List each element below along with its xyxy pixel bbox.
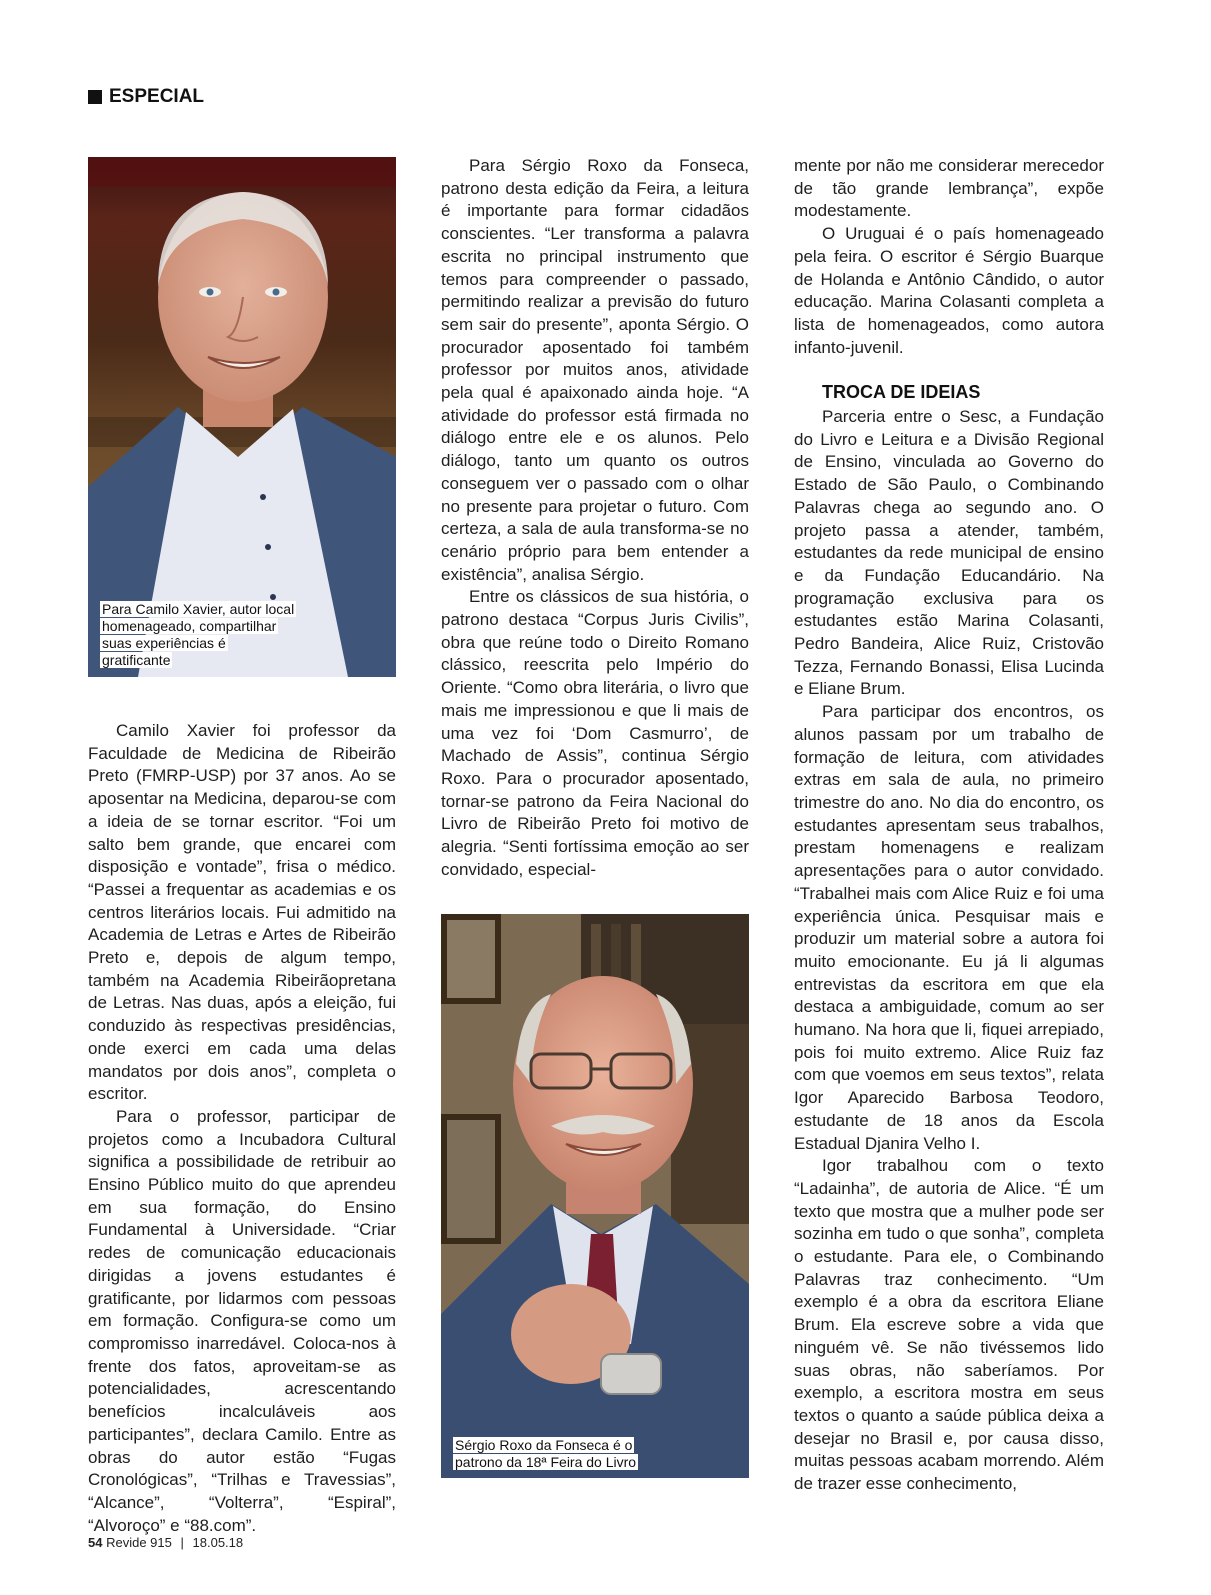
col1-paragraph: Camilo Xavier foi professor da Faculdade de Medicina de Ribeirão Preto (FMRP-USP) por 37 anos. Ao se aposentar na Medicina, deparou-se com a ideia de se tornar escritor. “Foi um salto bem grande, que encarei com disposição e vontade”, frisa o médico. “Passei a frequentar as academias e os centros literários locais. Fui admitido na Academia de Letras e Artes de Ribeirão Preto e, depois de algum tempo, também na Academia Ribeirãopretana de Letras. Nas duas, após a eleição, fui conduzido às respectivas presidências, onde exerci em cada uma delas mandatos por dois anos”, completa o escritor. [88,721,396,1104]
col1-paragraph: Para o professor, participar de projetos como a Incubadora Cultural significa a possibilidade de retribuir ao Ensino Público muito do que aprendeu em sua formação, do Ensino Fundamental à Universidade. “Criar redes de comunicação educacionais dirigidas a jovens estudantes é gratificante, por lidarmos com pessoas em formação. Configura-se como um compromisso inarredável. Coloca-nos à frente dos fatos, aproveitam-se as potencialidades, acrescentando benefícios incalculáveis aos participantes”, declara Camilo. Entre as obras do autor estão “Fugas Cronológicas”, “Trilhas e Travessias”, “Alcance”, “Volterra”, “Espiral”, “Alvoroço” e “88.com”. [88,1106,396,1535]
photo-sergio-roxo [441,914,749,1478]
portrait-sergio-image [441,914,749,1478]
footer-separator: | [180,1535,184,1550]
col3-paragraph: O Uruguai é o país homenageado pela feira. O escritor é Sérgio Buarque de Holanda e Antônio Cândido, o autor educação. Marina Colasanti completa a lista de homenageados, como autora infanto-juvenil. [794,224,1104,357]
col2-paragraph: Entre os clássicos de sua história, o patrono destaca “Corpus Juris Civilis”, obra que reúne todo o Direito Romano clássico, reescrita pelo Império do Oriente. “Como obra literária, o livro que mais me impressionou e que li mais de uma vez foi ‘Dom Casmurro’, de Machado de Assis”, continua Sérgio Roxo. Para o procurador aposentado, tornar-se patrono da Feira Nacional do Livro de Ribeirão Preto foi motivo de alegria. “Senti fortíssima emoção ao ser convidado, especial- [441,587,749,879]
caption-sergio [453,1437,663,1471]
col3-paragraph: Para participar dos encontros, os alunos passam por um trabalho de formação de leitura, com atividades extras em sala de aula, no primeiro trimestre do ano. No dia do encontro, os estudantes apresentam seus trabalhos, prestam homenagens e realizam apresentações para o autor convidado. “Trabalhei mais com Alice Ruiz e foi uma experiência única. Pesquisar mais e produzir um material sobre a autora foi muito emocionante. Eu já li algumas entrevistas da escritora em que ela destaca a ambiguidade, comum ao ser humano. Na hora que li, fiquei arrepiado, pois foi muito extremo. Alice Ruiz faz com que voemos em seus textos”, relata Igor Aparecido Barbosa Teodoro, estudante de 18 anos da Escola Estadual Djanira Velho I. [794,702,1104,1153]
col3-paragraph: mente por não me considerar merecedor de tão grande lembrança”, expõe modestamente. [794,156,1104,221]
photo-camilo-xavier [88,157,396,677]
page-number: 54 [88,1535,103,1550]
column-2 [441,155,749,882]
portrait-camilo-image [88,157,396,677]
issue-date: 18.05.18 [192,1535,244,1550]
col3-paragraph: Parceria entre o Sesc, a Fundação do Livro e Leitura e a Divisão Regional de Ensino, vinculada ao Governo do Estado de São Paulo, o Combinando Palavras chega ao segundo ano. O projeto passa a atender, também, estudantes da rede municipal de ensino e da Fundação Educandário. Na programação exclusiva para os estudantes estão Marina Colasanti, Pedro Bandeira, Alice Ruiz, Cristovão Tezza, Fernando Bonassi, Elisa Lucinda e Eliane Brum. [794,407,1104,699]
column-1 [88,720,396,1537]
col2-paragraph: Para Sérgio Roxo da Fonseca, patrono desta edição da Feira, a leitura é importante para formar cidadãos conscientes. “Ler transforma a palavra escrita no principal instrumento que temos para compreender o passado, permitindo realizar a previsão do futuro sem sair do presente”, aponta Sérgio. O procurador aposentado foi também professor por muitos anos, atividade pela qual é apaixonado ainda hoje. “A atividade do professor está firmada no diálogo entre ele e os alunos. Pelo diálogo, tanto um quanto os outros conseguem ver o passado com o olhar no presente para projetar o futuro. Com certeza, a sala de aula transforma-se no cenário próprio para bem entender a existência”, analisa Sérgio. [441,156,749,584]
section-title: ESPECIAL [109,86,205,107]
magazine-issue: Revide 915 [106,1535,172,1550]
col3-paragraph: Igor trabalhou com o texto “Ladainha”, de autoria de Alice. “É um texto que mostra que a mulher pode ser sozinha em tudo o que sonha”, completa o estudante. Para ele, o Combinando Palavras traz conhecimento. “Um exemplo é a obra da escritora Eliane Brum. Ela escreve sobre a vida que ninguém vê. Se não tivéssemos lido suas obras, não saberíamos. Por exemplo, a escritora mostra em seus textos o quanto a saúde pública deixa a desejar no Brasil e, por causa disso, muitas pessoas acabam morrendo. Além de trazer esse conhecimento, [794,1156,1104,1494]
caption-sergio-text: Sérgio Roxo da Fonseca é o patrono da 18ª Feira do Livro [455,1437,637,1470]
section-square-icon [88,90,102,104]
column-3 [794,155,1104,1496]
caption-camilo [100,601,300,669]
caption-camilo-text: Para Camilo Xavier, autor local homenageado, compartilhar suas experiências é gratificante [102,601,295,668]
subheading-troca-de-ideias: TROCA DE IDEIAS [822,382,981,403]
section-label [88,86,204,108]
page-footer [88,1535,243,1550]
